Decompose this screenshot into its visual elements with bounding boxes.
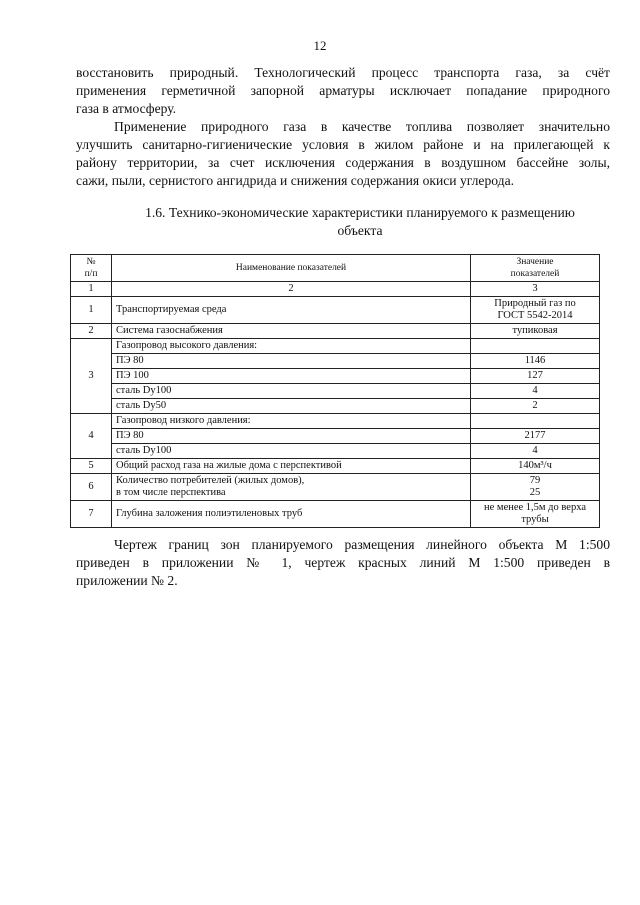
row-value [471, 474, 600, 501]
row-number: 5 [71, 459, 112, 474]
table-row [71, 414, 600, 429]
row-value: 2 [471, 399, 600, 414]
row-number: 3 [71, 339, 112, 414]
table-row [71, 297, 600, 324]
row-name: Глубина заложения полиэтиленовых труб [112, 501, 471, 528]
row-value: 4 [471, 444, 600, 459]
row-value: 2177 [471, 429, 600, 444]
table-row [71, 501, 600, 528]
paragraph-line: приведен в приложении № 1, чертеж красных линий М 1:500 приведен в [76, 555, 610, 570]
table-subrow [71, 444, 600, 459]
paragraph-line: приложении № 2. [76, 573, 178, 588]
row-number: 1 [71, 297, 112, 324]
table-subrow [71, 384, 600, 399]
row-number: 7 [71, 501, 112, 528]
table-header-row [71, 255, 600, 282]
row-name: ПЭ 80 [112, 429, 471, 444]
row-value-line: Природный газ по [494, 298, 576, 309]
table-subrow [71, 354, 600, 369]
header-num-label: № [86, 257, 96, 267]
header-value-label: показателей [510, 269, 560, 279]
row-value [471, 501, 600, 528]
row-value [471, 297, 600, 324]
paragraph-line: улучшить санитарно-гигиенические условия в жилом районе и на прилегающей к [76, 137, 610, 152]
row-value-line: 79 [529, 475, 541, 486]
row-name [112, 474, 471, 501]
paragraph-drawings-reference [76, 536, 610, 590]
header-num-label: п/п [84, 269, 98, 279]
row-name: сталь Dy100 [112, 384, 471, 399]
row-value: 4 [471, 384, 600, 399]
column-number: 2 [112, 282, 471, 297]
row-name-line: в том числе перспектива [116, 487, 226, 498]
row-value-line: не менее 1,5м до верха [484, 502, 586, 513]
characteristics-table [70, 254, 600, 528]
row-value-line: ГОСТ 5542-2014 [497, 310, 573, 321]
paragraph-natural-gas-benefits [76, 118, 610, 190]
table-subrow [71, 429, 600, 444]
row-name: ПЭ 80 [112, 354, 471, 369]
row-group-title: Газопровод низкого давления: [112, 414, 471, 429]
paragraph-line: Чертеж границ зон планируемого размещения линейного объекта М 1:500 [114, 537, 610, 552]
row-name: сталь Dy100 [112, 444, 471, 459]
paragraph-line: восстановить природный. Технологический процесс транспорта газа, за счёт [76, 65, 610, 80]
table-subrow [71, 369, 600, 384]
table-row [71, 339, 600, 354]
page-number: 12 [313, 38, 327, 53]
row-name: Система газоснабжения [112, 324, 471, 339]
row-name: ПЭ 100 [112, 369, 471, 384]
column-number: 1 [71, 282, 112, 297]
header-value-cell [471, 255, 600, 282]
header-name-cell: Наименование показателей [112, 255, 471, 282]
row-name: Транспортируемая среда [112, 297, 471, 324]
paragraph-line: сажи, пыли, сернистого ангидрида и снижения содержания окиси углерода. [76, 173, 515, 188]
row-number: 6 [71, 474, 112, 501]
row-name: Общий расход газа на жилые дома с перспективой [112, 459, 471, 474]
header-value-label: Значение [516, 257, 554, 267]
paragraph-line: газа в атмосферу. [76, 101, 177, 116]
table-row [71, 459, 600, 474]
paragraph-line: Применение природного газа в качестве топлива позволяет значительно [114, 119, 610, 134]
column-number: 3 [471, 282, 600, 297]
table-row [71, 324, 600, 339]
header-num-cell [71, 255, 112, 282]
row-value: 127 [471, 369, 600, 384]
row-name: сталь Dy50 [112, 399, 471, 414]
section-heading-line: 1.6. Технико-экономические характеристики планируемого к размещению [145, 205, 575, 220]
row-value-empty [471, 414, 600, 429]
row-value-line: трубы [521, 514, 549, 525]
paragraph-line: применения герметичной запорной арматуры исключает попадание природного [76, 83, 610, 98]
row-group-title: Газопровод высокого давления: [112, 339, 471, 354]
row-number: 4 [71, 414, 112, 459]
row-value-line: 25 [529, 487, 541, 498]
section-heading-line: объекта [337, 223, 383, 238]
table-row [71, 474, 600, 501]
row-number: 2 [71, 324, 112, 339]
paragraph-gas-transport [76, 64, 610, 118]
row-value: 140м³/ч [471, 459, 600, 474]
row-name-line: Количество потребителей (жилых домов), [116, 475, 305, 486]
table-subrow [71, 399, 600, 414]
row-value: 1146 [471, 354, 600, 369]
paragraph-line: району территории, за счет исключения содержания в воздушном бассейне золы, [76, 155, 610, 170]
column-number-row [71, 282, 600, 297]
row-value-empty [471, 339, 600, 354]
section-heading [100, 204, 620, 240]
row-value: тупиковая [471, 324, 600, 339]
